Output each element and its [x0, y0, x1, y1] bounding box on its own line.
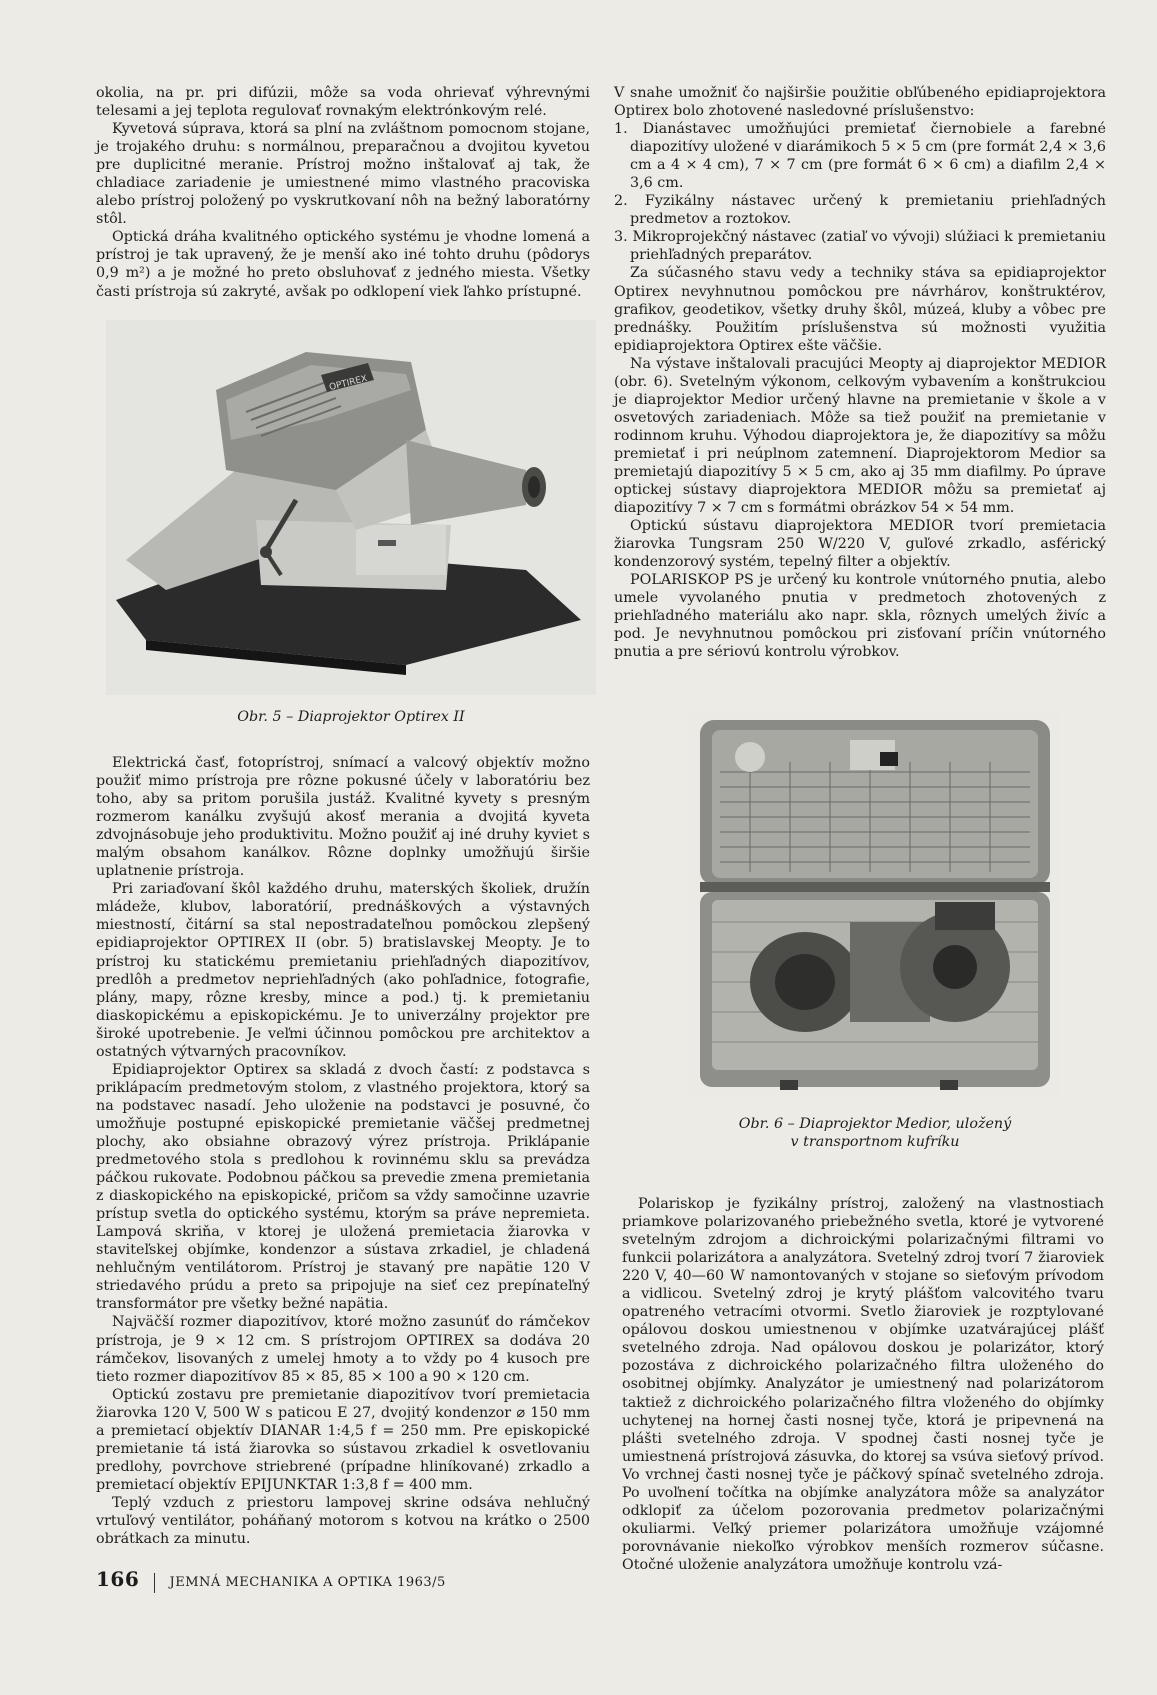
paragraph: Teplý vzduch z priestoru lampovej skrine odsáva nehlučný vrtuľový ventilátor, poháňaný motorom s kotvou na krátko o 2500 obrátkach za minutu. [96, 1494, 590, 1548]
left-column-top [96, 84, 590, 301]
list-item: 3. Mikroprojekčný nástavec (zatiaľ vo vývoji) slúžiaci k premietaniu priehľadných preparátov. [614, 229, 1106, 264]
figure-6-caption [680, 1115, 1070, 1151]
right-column-top [614, 84, 1106, 662]
accessory-list [614, 120, 1106, 264]
list-item: 2. Fyzikálny nástavec určený k premietaniu priehľadných predmetov a roztokov. [614, 193, 1106, 228]
right-column-bottom [622, 1195, 1104, 1574]
paragraph: Najväčší rozmer diapozitívov, ktoré možno zasunúť do rámčekov prístroja, je 9 × 12 cm. S prístrojom OPTIREX sa dodáva 20 rámčekov, lisovaných z umelej hmoty a to vždy po 4 kusoch pre tieto rozmer diapozitívov 85 × 85, 85 × 100 a 90 × 120 cm. [96, 1314, 590, 1385]
paragraph: Kyvetová súprava, ktorá sa plní na zvláštnom pomocnom stojane, je trojakého druhu: s normálnou, preparačnou a dvojitou kyvetou pre duplicitné meranie. Prístroj možno inštalovať aj tak, že chladiace zariadenie je umiestnené mimo vlastného pracoviska alebo prístroj položený po vyskrutkovaní nôh na bežný laboratórny stôl. [96, 121, 590, 228]
page-number: 166 [96, 1567, 140, 1591]
left-column-bottom [96, 754, 590, 1548]
figure-optirex-projector [106, 320, 596, 695]
paragraph: Optickú sústavu diaprojektora MEDIOR tvorí premietacia žiarovka Tungsram 250 W/220 V, guľové zrkadlo, asférický kondenzorový systém, tepelný filter a objektív. [614, 518, 1106, 571]
figure-medior-case [690, 712, 1060, 1097]
paragraph: okolia, na pr. pri difúzii, môže sa voda ohrievať výhrevnými telesami a jej teplota regulovať rovnakým elektrónkovým relé. [96, 85, 590, 120]
optirex-projector-photo [106, 320, 596, 695]
paragraph: Za súčasného stavu vedy a techniky stáva sa epidiaprojektor Optirex nevyhnutnou pomôckou pre návrhárov, konštruktérov, grafikov, geodetikov, všetky druhy škôl, múzeá, kluby a vôbec pre prednášky. Použitím príslušenstva sú možnosti využitia epidiaprojektora Optirex ešte väčšie. [614, 265, 1106, 354]
list-item: 1. Dianástavec umožňujúci premietať čiernobiele a farebné diapozitívy uložené v diarámikoch 5 × 5 cm (pre formát 2,4 × 3,6 cm a 4 × 4 cm), 7 × 7 cm (pre formát 6 × 6 cm) a diafilm 2,4 × 3,6 cm. [614, 121, 1106, 192]
medior-case-photo [690, 712, 1060, 1097]
paragraph: Elektrická časť, fotoprístroj, snímací a valcový objektív možno použiť mimo prístroja pre rôzne pokusné účely v laboratóriu bez toho, aby sa pritom porušila justáž. Kvalitné kyvety s presným rozmerom kanálku zvyšujú akosť merania a dvojitá kyveta zdvojnásobuje jeho produktivitu. Možno použiť aj iné druhy kyviet s malým obsahom kanálkov. Rôzne doplnky umožňujú širšie uplatnenie prístroja. [96, 755, 590, 880]
page-footer [96, 1567, 446, 1593]
paragraph: V snahe umožniť čo najširšie použitie obľúbeného epidiaprojektora Optirex bolo zhotovené nasledovné príslušenstvo: [614, 85, 1106, 120]
footer-divider [154, 1573, 155, 1593]
figure-5-caption: Obr. 5 – Diaprojektor Optirex II [237, 709, 465, 725]
paragraph: POLARISKOP PS je určený ku kontrole vnútorného pnutia, alebo umele vyvolaného pnutia v predmetoch zhotovených z priehľadného materiálu ako napr. skla, rôznych umelých živíc a pod. Je nevyhnutnou pomôckou pri zisťovaní príčin vnútorného pnutia a pre sériovú kontrolu výrobkov. [614, 572, 1106, 661]
figure-6-caption-line-1: Obr. 6 – Diaprojektor Medior, uložený [738, 1116, 1012, 1132]
paragraph: Optickú zostavu pre premietanie diapozitívov tvorí premietacia žiarovka 120 V, 500 W s paticou E 27, dvojitý kondenzor ⌀ 150 mm a premietací objektív DIANAR 1:4,5 f = 250 mm. Pre episkopické premietanie tá istá žiarovka so sústavou zrkadiel k osvetlovaniu predlohy, povrchove striebrené (prípadne hliníkované) zrkadlo a premietací objektív EPIJUNKTAR 1:3,8 f = 400 mm. [96, 1386, 590, 1493]
paragraph: Optická dráha kvalitného optického systému je vhodne lomená a prístroj je tak upravený, že je menší ako iné tohto druhu (pôdorys 0,9 m²) a je možné ho preto obsluhovať z jedného miesta. Všetky časti prístroja sú zakryté, avšak po odklopení viek ľahko prístupné. [96, 229, 590, 300]
paragraph: Pri zariaďovaní škôl každého druhu, materských školiek, družín mládeže, klubov, laboratórií, prednáškových a výstavných miestností, čitární sa stal nepostradateľnou pomôckou zlepšený epidiaprojektor OPTIREX II (obr. 5) bratislavskej Meopty. Je to prístroj ku statickému premietaniu priehľadných diapozitívov, predlôh a predmetov nepriehľadných (ako pohľadnice, fotografie, plány, mapy, rôzne kresby, mince a pod.) tj. k premietaniu diaskopickému a episkopickému. Je to univerzálny projektor pre široké upotrebenie. Je veľmi účinnou pomôckou pre architektov a ostatných výtvarných pracovníkov. [96, 881, 590, 1060]
paragraph: Epidiaprojektor Optirex sa skladá z dvoch častí: z podstavca s priklápacím predmetovým stolom, z vlastného projektora, ktorý sa na podstavec nasadí. Jeho uloženie na podstavci je posuvné, čo umožňuje postupné episkopické premietanie väčšej predmetnej plochy, ako obsiahne obrazový výrez prístroja. Priklápanie predmetového stola s predlohou k rovinnému sklu sa prevádza páčkou rukovate. Podobnou páčkou sa prevedie zmena premietania z diaskopického na episkopické, pričom sa vždy samočinne uzavrie prístup svetla do optického systému, ktorým sa práve nepremieta. Lampová skriňa, v ktorej je uložená premietacia žiarovka v staviteľskej objímke, kondenzor a sústava zrkadiel, je chladená nehlučným ventilátorom. Prístroj je stavaný pre napätie 120 V striedavého prúdu a preto sa pripojuje na sieť cez prepínateľný transformátor pre všetky bežné napätia. [96, 1061, 590, 1313]
paragraph: Polariskop je fyzikálny prístroj, založený na vlastnostiach priamkove polarizovaného priebežného svetla, ktoré je vytvorené svetelným zdrojom a dichroickými polarizačnými filtrami vo funkcii polarizátora a analyzátora. Svetelný zdroj tvorí 7 žiaroviek 220 V, 40—60 W namontovaných v stojane so sieťovým prívodom a vidlicou. Svetelný zdroj je krytý plášťom valcovitého tvaru opatreného vetracími otvormi. Svetlo žiaroviek je rozptylované opálovou doskou umiestnenou v objímke uzatvárajúcej plášť svetelného zdroja. Nad opálovou doskou je polarizátor, ktorý pozostáva z dichroického polarizačného filtra uloženého do osobitnej objímky. Analyzátor je umiestnený nad polarizátorom taktiež z dichroického polarizačného filtra vloženého do objímky uchytenej na hornej časti nosnej tyče, ktorá je pripevnená na plášti svetelného zdroja. V spodnej časti nosnej tyče je umiestnená prístrojová zásuvka, do ktorej sa vsúva sieťový prívod. Vo vrchnej časti nosnej tyče je páčkový spínač svetelného zdroja. Po uvoľnení točítka na objímke analyzátora môže sa analyzátor odklopiť za účelom pozorovania predmetov polarizačnými okuliarmi. Veľký priemer polarizátora umožňuje vzájomné porovnávanie niekoľko výrobkov menších rozmerov súčasne. Otočné uloženie analyzátora umožňuje kontrolu vzá- [622, 1196, 1104, 1573]
paragraph: Na výstave inštalovali pracujúci Meopty aj diaprojektor MEDIOR (obr. 6). Svetelným výkonom, celkovým vybavením a konštrukciou je diaprojektor Medior určený hlavne na premietanie v škole a v osvetových zariadeniach. Môže sa tiež použiť na premietanie v rodinnom kruhu. Výhodou diaprojektora je, že diapozitívy sa môžu premietať i pri neúplnom zatemnení. Diaprojektorom Medior sa premietajú diapozitívy 5 × 5 cm, ako aj 35 mm diafilmy. Po úprave optickej sústavy diaprojektora MEDIOR môžu sa premietať aj diapozitívy 7 × 7 cm s formátmi obrázkov 54 × 54 mm. [614, 355, 1106, 517]
journal-title: JEMNÁ MECHANIKA A OPTIKA 1963/5 [169, 1575, 446, 1590]
optirex-logo-text: OPTIREX [328, 374, 369, 394]
figure-6-caption-line-2: v transportnom kufríku [790, 1134, 960, 1150]
